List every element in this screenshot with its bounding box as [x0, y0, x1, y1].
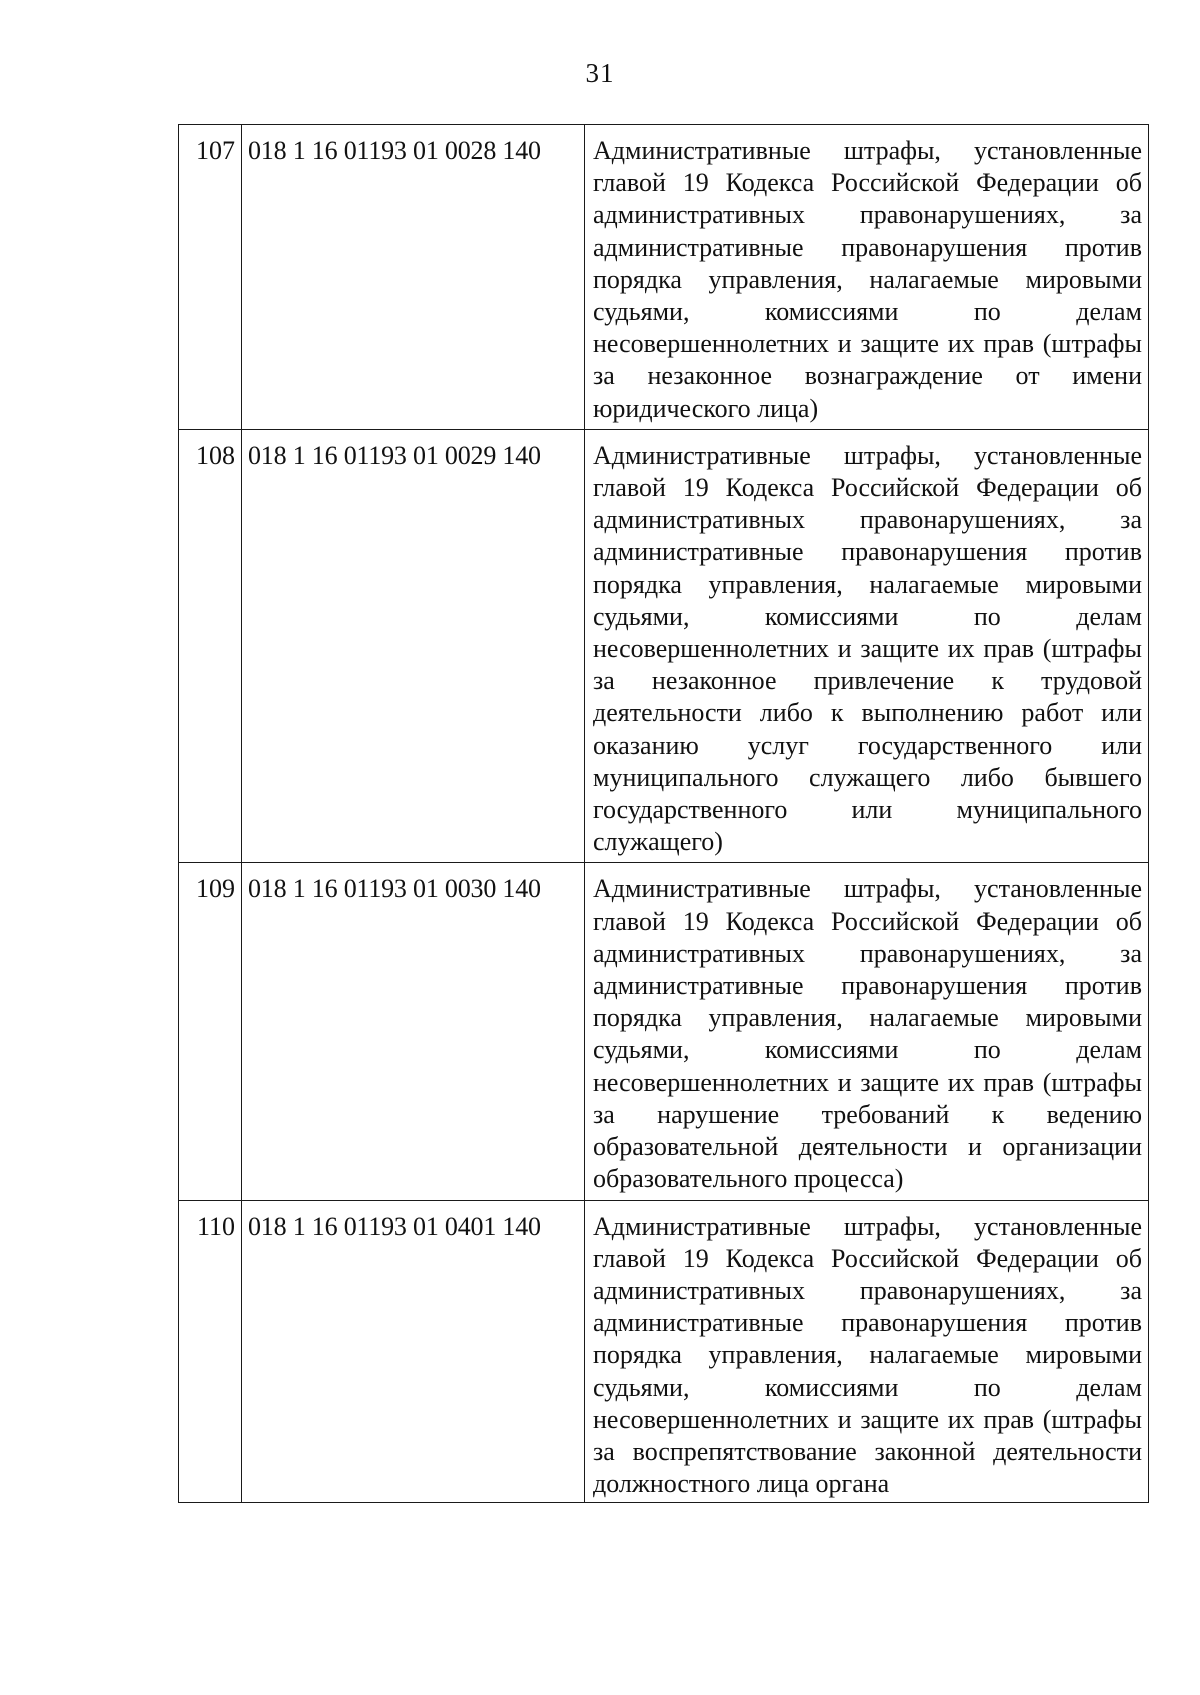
- budget-classification-code: 018 1 16 01193 01 0029 140: [242, 429, 585, 863]
- row-number: 110: [179, 1200, 242, 1503]
- table-row: [179, 1200, 1149, 1503]
- row-description: Административные штрафы, установленные главой 19 Кодекса Российской Федерации об административных правонарушениях, за административные правонарушения против порядка управления, налагаемые мировыми судьями, комиссиями по делам несовершеннолетних и защите их прав (штрафы за воспрепятствование законной деятельности должностного лица органа: [585, 1200, 1149, 1503]
- budget-classification-code: 018 1 16 01193 01 0030 140: [242, 863, 585, 1200]
- row-number: 109: [179, 863, 242, 1200]
- table-row: [179, 429, 1149, 863]
- row-number: 108: [179, 429, 242, 863]
- row-description: Административные штрафы, установленные главой 19 Кодекса Российской Федерации об административных правонарушениях, за административные правонарушения против порядка управления, налагаемые мировыми судьями, комиссиями по делам несовершеннолетних и защите их прав (штрафы за нарушение требований к ведению образовательной деятельности и организации образовательного процесса): [585, 863, 1149, 1200]
- row-description: Административные штрафы, установленные главой 19 Кодекса Российской Федерации об административных правонарушениях, за административные правонарушения против порядка управления, налагаемые мировыми судьями, комиссиями по делам несовершеннолетних и защите их прав (штрафы за незаконное вознаграждение от имени юридического лица): [585, 125, 1149, 430]
- budget-codes-table: [178, 124, 1149, 1503]
- budget-classification-code: 018 1 16 01193 01 0028 140: [242, 125, 585, 430]
- row-number: 107: [179, 125, 242, 430]
- table-row: [179, 863, 1149, 1200]
- row-description: Административные штрафы, установленные главой 19 Кодекса Российской Федерации об административных правонарушениях, за административные правонарушения против порядка управления, налагаемые мировыми судьями, комиссиями по делам несовершеннолетних и защите их прав (штрафы за незаконное привлечение к трудовой деятельности либо к выполнению работ или оказанию услуг государственного или муниципального служащего либо бывшего государственного или муниципального служащего): [585, 429, 1149, 863]
- page-number: 31: [585, 58, 615, 88]
- table-row: [179, 125, 1149, 430]
- budget-classification-code: 018 1 16 01193 01 0401 140: [242, 1200, 585, 1503]
